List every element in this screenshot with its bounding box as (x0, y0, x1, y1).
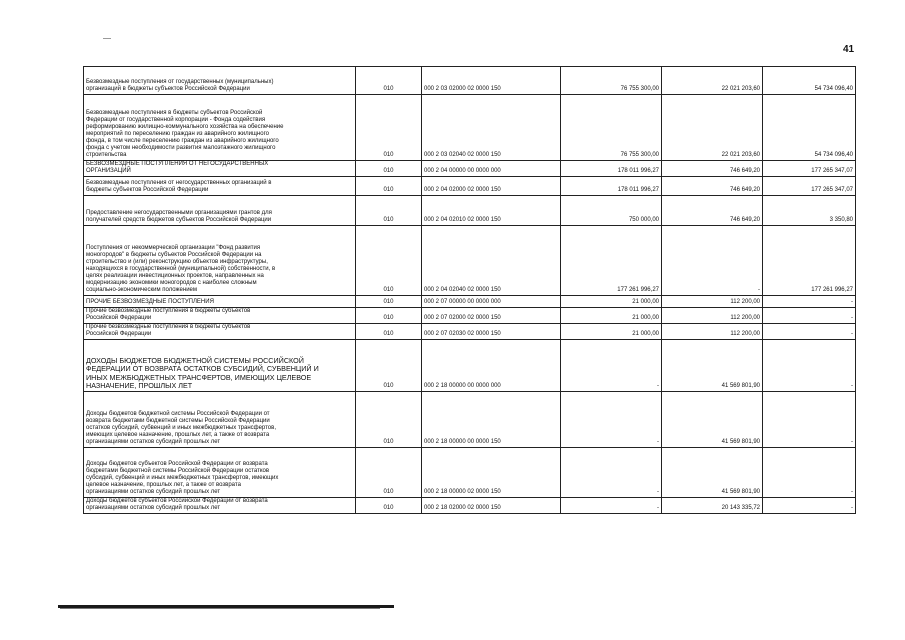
row-executed-cell: 112 200,00 (662, 296, 763, 308)
row-remaining-cell: - (763, 308, 856, 324)
row-approved-cell: 21 000,00 (561, 324, 662, 340)
row-kbk-cell: 000 2 18 00000 00 0000 150 (422, 392, 561, 448)
row-name-cell: Прочие безвозмездные поступления в бюджеты субъектов Российской Федерации (84, 324, 356, 340)
row-name-cell: БЕЗВОЗМЕЗДНЫЕ ПОСТУПЛЕНИЯ ОТ НЕГОСУДАРСТВЕННЫХ ОРГАНИЗАЦИЙ (84, 161, 356, 177)
row-name-cell: Безвозмездные поступления в бюджеты субъектов Российской Федерации от государственной корпорации - Фонда содействия реформированию жилищно-коммунального хозяйства на обеспечение мероприятий по переселению граждан из аварийного жилищного фонда, в том числе переселению граждан из аварийного жилищного фонда с учетом необходимости развития малоэтажного жилищного строительства (84, 95, 356, 161)
row-remaining-cell: 3 350,80 (763, 196, 856, 226)
row-name-cell: Предоставление негосударственными организациями грантов для получателей средств бюджетов субъектов Российской Федерации (84, 196, 356, 226)
table-body (84, 67, 856, 514)
table-row (84, 498, 856, 514)
row-code-cell: 010 (356, 340, 422, 392)
row-code-cell: 010 (356, 308, 422, 324)
row-code-cell: 010 (356, 161, 422, 177)
table-row (84, 340, 856, 392)
row-kbk-cell: 000 2 18 00000 02 0000 150 (422, 448, 561, 498)
row-executed-cell: 112 200,00 (662, 324, 763, 340)
table-row (84, 226, 856, 296)
row-executed-cell: 41 569 801,90 (662, 392, 763, 448)
row-executed-cell: 22 021 203,60 (662, 95, 763, 161)
row-kbk-cell: 000 2 18 02000 02 0000 150 (422, 498, 561, 514)
table-row (84, 448, 856, 498)
row-approved-cell: - (561, 498, 662, 514)
row-remaining-cell: - (763, 340, 856, 392)
row-remaining-cell: 177 261 996,27 (763, 226, 856, 296)
row-code-cell: 010 (356, 67, 422, 95)
row-code-cell: 010 (356, 95, 422, 161)
row-code-cell: 010 (356, 226, 422, 296)
row-name-cell: ДОХОДЫ БЮДЖЕТОВ БЮДЖЕТНОЙ СИСТЕМЫ РОССИЙСКОЙ ФЕДЕРАЦИИ ОТ ВОЗВРАТА ОСТАТКОВ СУБСИДИЙ, СУБВЕНЦИЙ И ИНЫХ МЕЖБЮДЖЕТНЫХ ТРАНСФЕРТОВ, ИМЕЮЩИХ ЦЕЛЕВОЕ НАЗНАЧЕНИЕ, ПРОШЛЫХ ЛЕТ (84, 340, 356, 392)
row-kbk-cell: 000 2 18 00000 00 0000 000 (422, 340, 561, 392)
row-remaining-cell: - (763, 498, 856, 514)
row-kbk-cell: 000 2 03 02000 02 0000 150 (422, 67, 561, 95)
row-kbk-cell: 000 2 03 02040 02 0000 150 (422, 95, 561, 161)
row-executed-cell: 746 649,20 (662, 196, 763, 226)
table-row (84, 296, 856, 308)
row-remaining-cell: - (763, 324, 856, 340)
row-kbk-cell: 000 2 04 02040 02 0000 150 (422, 226, 561, 296)
row-executed-cell: 41 569 801,90 (662, 448, 763, 498)
row-remaining-cell: - (763, 448, 856, 498)
row-approved-cell: 178 011 996,27 (561, 177, 662, 196)
row-approved-cell: 177 261 996,27 (561, 226, 662, 296)
row-approved-cell: - (561, 448, 662, 498)
row-executed-cell: - (662, 226, 763, 296)
budget-revenue-table (83, 66, 856, 514)
row-approved-cell: 21 000,00 (561, 308, 662, 324)
row-executed-cell: 22 021 203,60 (662, 67, 763, 95)
row-name-cell: Прочие безвозмездные поступления в бюджеты субъектов Российской Федерации (84, 308, 356, 324)
row-code-cell: 010 (356, 498, 422, 514)
row-remaining-cell: - (763, 296, 856, 308)
table-row (84, 177, 856, 196)
table-row (84, 95, 856, 161)
row-remaining-cell: 177 265 347,07 (763, 161, 856, 177)
row-approved-cell: 21 000,00 (561, 296, 662, 308)
row-name-cell: Доходы бюджетов субъектов Российской Федерации от возврата организациями остатков субсидий прошлых лет (84, 498, 356, 514)
row-executed-cell: 20 143 335,72 (662, 498, 763, 514)
row-remaining-cell: 54 734 096,40 (763, 95, 856, 161)
row-executed-cell: 112 200,00 (662, 308, 763, 324)
row-name-cell: Поступления от некоммерческой организации "Фонд развития моногородов" в бюджеты субъектов Российской Федерации на строительство и (или) реконструкцию объектов инфраструктуры, находящихся в государственной (муниципальной) собственности, в целях реализации инвестиционных проектов, направленных на модернизацию экономики моногородов с наиболее сложным социально-экономическим положением (84, 226, 356, 296)
row-approved-cell: - (561, 340, 662, 392)
row-name-cell: Доходы бюджетов бюджетной системы Российской Федерации от возврата бюджетами бюджетной системы Российской Федерации остатков субсидий, субвенций и иных межбюджетных трансфертов, имеющих целевое назначение, прошлых лет, а также от возврата организациями остатков субсидий прошлых лет (84, 392, 356, 448)
table-row (84, 67, 856, 95)
page-number: 41 (843, 44, 855, 55)
row-executed-cell: 746 649,20 (662, 177, 763, 196)
row-code-cell: 010 (356, 296, 422, 308)
table-row (84, 161, 856, 177)
row-kbk-cell: 000 2 07 02000 02 0000 150 (422, 308, 561, 324)
row-code-cell: 010 (356, 196, 422, 226)
row-name-cell: ПРОЧИЕ БЕЗВОЗМЕЗДНЫЕ ПОСТУПЛЕНИЯ (84, 296, 356, 308)
row-remaining-cell: 54 734 096,40 (763, 67, 856, 95)
row-executed-cell: 746 649,20 (662, 161, 763, 177)
row-approved-cell: - (561, 392, 662, 448)
row-name-cell: Доходы бюджетов субъектов Российской Федерации от возврата бюджетами бюджетной системы Российской Федерации остатков субсидий, субвенций и иных межбюджетных трансфертов, имеющих целевое назначение, прошлых лет, а также от возврата организациями остатков субсидий прошлых лет (84, 448, 356, 498)
row-code-cell: 010 (356, 177, 422, 196)
scan-mark (103, 38, 111, 39)
row-code-cell: 010 (356, 448, 422, 498)
row-approved-cell: 76 755 300,00 (561, 67, 662, 95)
row-name-cell: Безвозмездные поступления от государственных (муниципальных) организаций в бюджеты субъектов Российской Федерации (84, 67, 356, 95)
row-kbk-cell: 000 2 07 00000 00 0000 000 (422, 296, 561, 308)
signature-line-shadow (60, 608, 380, 609)
row-kbk-cell: 000 2 04 00000 00 0000 000 (422, 161, 561, 177)
row-kbk-cell: 000 2 04 02010 02 0000 150 (422, 196, 561, 226)
table-row (84, 196, 856, 226)
table-row (84, 308, 856, 324)
row-approved-cell: 750 000,00 (561, 196, 662, 226)
row-remaining-cell: 177 265 347,07 (763, 177, 856, 196)
row-approved-cell: 76 755 300,00 (561, 95, 662, 161)
row-approved-cell: 178 011 996,27 (561, 161, 662, 177)
row-code-cell: 010 (356, 324, 422, 340)
row-executed-cell: 41 569 801,90 (662, 340, 763, 392)
table-row (84, 392, 856, 448)
row-kbk-cell: 000 2 07 02030 02 0000 150 (422, 324, 561, 340)
row-remaining-cell: - (763, 392, 856, 448)
row-code-cell: 010 (356, 392, 422, 448)
row-kbk-cell: 000 2 04 02000 02 0000 150 (422, 177, 561, 196)
table-row (84, 324, 856, 340)
row-name-cell: Безвозмездные поступления от негосударственных организаций в бюджеты субъектов Российской Федерации (84, 177, 356, 196)
